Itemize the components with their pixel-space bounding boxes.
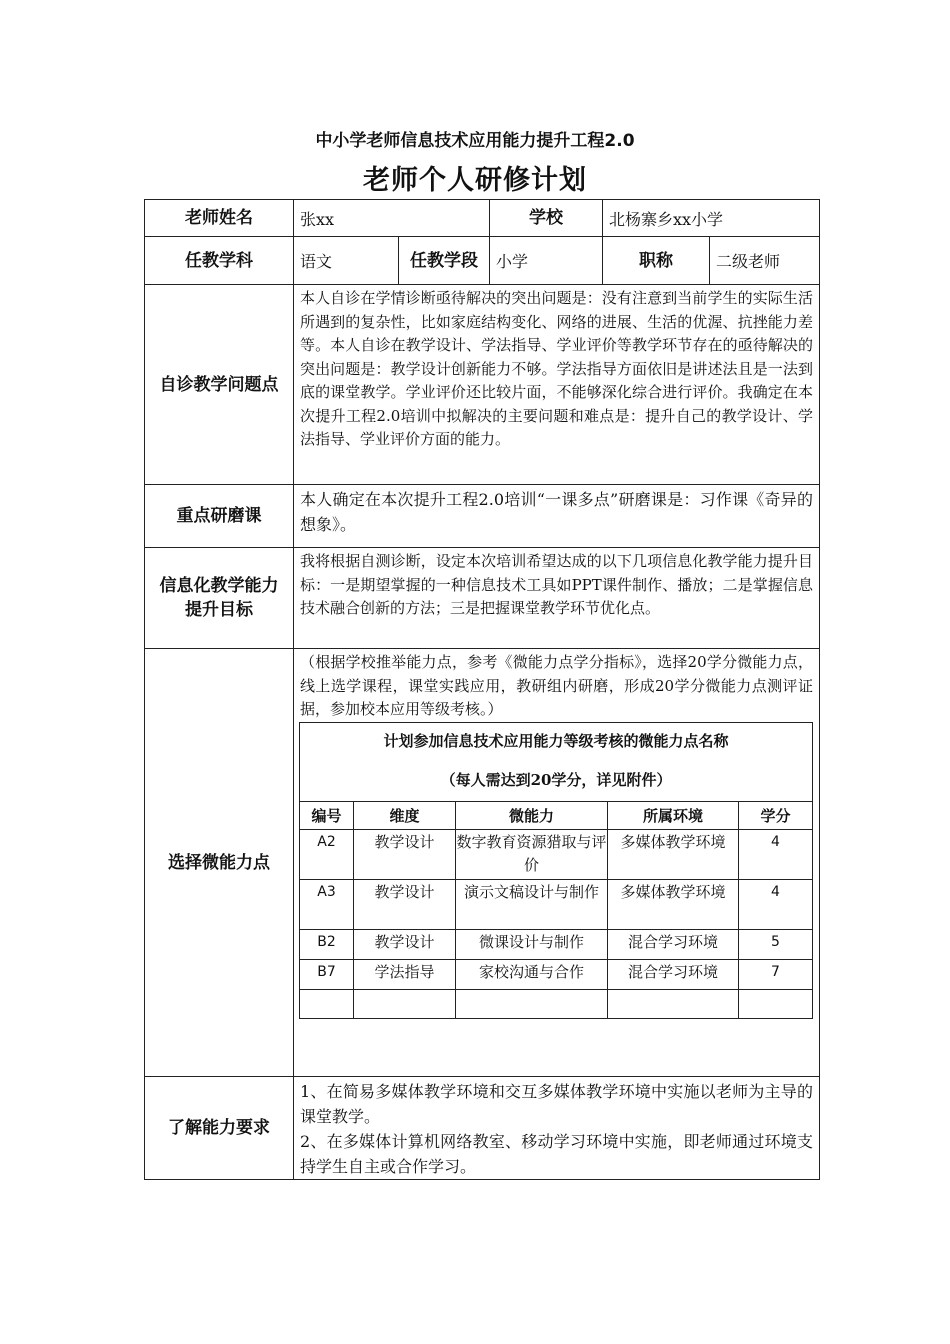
micro-table-title [300, 722, 813, 801]
micro-intro: （根据学校推举能力点，参考《微能力点学分指标》，选择20学分微能力点，线上选学课程，课堂实践应用，教研组内研磨，形成20学分微能力点测评证据，参加校本应用等级考核。） [300, 653, 813, 718]
diagnosis-text: 本人自诊在学情诊断亟待解决的突出问题是：没有注意到当前学生的实际生活所遇到的复杂性，比如家庭结构变化、网络的进展、生活的优渥、抗挫能力差等。本人自诊在教学设计、学法指导、学业评价等教学环节存在的亟待解决的突出问题是：教学设计创新能力不够。学法指导方面依旧是讲述法且是一法到底的课堂教学。学业评价还比较片面，不能够深化综合进行评价。我确定在本次提升工程2.0培训中拟解决的主要问题和难点是：提升自己的教学设计、学法指导、学业评价方面的能力。 [294, 285, 820, 485]
cell-credits [739, 989, 813, 1018]
table-row [300, 959, 813, 989]
cell-micro-ability [456, 989, 608, 1018]
row-goal [145, 548, 820, 649]
cell-code: B7 [300, 959, 354, 989]
goal-label-line1: 信息化教学能力 [159, 576, 279, 596]
goal-text: 我将根据自测诊断，设定本次培训希望达成的以下几项信息化教学能力提升目标：一是期望掌握的一种信息技术工具如PPT课件制作、播放；二是掌握信息技术融合创新的方法；三是把握课堂教学环节优化点。 [294, 548, 820, 649]
cell-environment: 混合学习环境 [608, 929, 739, 959]
cell-code: B2 [300, 929, 354, 959]
requirement-line-1: 1、在简易多媒体教学环境和交互多媒体教学环境中实施以老师为主导的课堂教学。 [300, 1082, 813, 1126]
subject-label: 任教学科 [145, 237, 294, 285]
table-row [300, 929, 813, 959]
micro-label: 选择微能力点 [145, 649, 294, 1077]
cell-dimension [354, 989, 456, 1018]
row-name-school [145, 200, 820, 237]
cell-dimension: 学法指导 [354, 959, 456, 989]
micro-table [299, 722, 813, 1019]
cell-code: A2 [300, 829, 354, 879]
cell-environment: 混合学习环境 [608, 959, 739, 989]
diagnosis-label: 自诊教学问题点 [145, 285, 294, 485]
plan-table [144, 199, 820, 1180]
table-row [300, 829, 813, 879]
stage-label: 任教学段 [399, 237, 490, 285]
cell-credits: 7 [739, 959, 813, 989]
requirement-label: 了解能力要求 [145, 1077, 294, 1180]
micro-table-header-row [300, 801, 813, 829]
cell-micro-ability: 微课设计与制作 [456, 929, 608, 959]
stage-value: 小学 [490, 237, 603, 285]
cell-environment: 多媒体教学环境 [608, 879, 739, 929]
cell-micro-ability: 数字教育资源猎取与评价 [456, 829, 608, 879]
micro-cell [294, 649, 820, 1077]
requirement-text [294, 1077, 820, 1180]
cell-code: A3 [300, 879, 354, 929]
cell-dimension: 教学设计 [354, 929, 456, 959]
cell-environment [608, 989, 739, 1018]
requirement-line-2: 2、在多媒体计算机网络教室、移动学习环境中实施，即老师通过环境支持学生自主或合作学习。 [300, 1132, 813, 1176]
document-subtitle: 中小学老师信息技术应用能力提升工程2.0 [315, 131, 635, 151]
job-title-label: 职称 [603, 237, 710, 285]
cell-micro-ability: 演示文稿设计与制作 [456, 879, 608, 929]
cell-micro-ability: 家校沟通与合作 [456, 959, 608, 989]
document-title: 老师个人研修计划 [363, 165, 587, 196]
row-diagnosis [145, 285, 820, 485]
header-environment: 所属环境 [608, 801, 739, 829]
cell-dimension: 教学设计 [354, 879, 456, 929]
header-code: 编号 [300, 801, 354, 829]
goal-label [145, 548, 294, 649]
job-title-value: 二级老师 [710, 237, 820, 285]
table-row [300, 989, 813, 1018]
header-dimension: 维度 [354, 801, 456, 829]
goal-label-line2: 提升目标 [185, 600, 253, 620]
cell-credits: 4 [739, 829, 813, 879]
cell-credits: 4 [739, 879, 813, 929]
lesson-label: 重点研磨课 [145, 485, 294, 548]
row-lesson [145, 485, 820, 548]
cell-credits: 5 [739, 929, 813, 959]
micro-table-title-text: 计划参加信息技术应用能力等级考核的微能力点名称 [383, 731, 729, 750]
header-micro-ability: 微能力 [456, 801, 608, 829]
teacher-name-label: 老师姓名 [145, 200, 294, 237]
row-subject-stage-title [145, 237, 820, 285]
cell-dimension: 教学设计 [354, 829, 456, 879]
row-micro [145, 649, 820, 1077]
lesson-text: 本人确定在本次提升工程2.0培训“一课多点”研磨课是：习作课《奇异的想象》。 [294, 485, 820, 548]
school-value: 北杨寨乡xx小学 [603, 200, 820, 237]
micro-table-title-row [300, 722, 813, 801]
micro-table-subtitle: （每人需达到20学分，详见附件） [440, 770, 672, 789]
cell-code [300, 989, 354, 1018]
teacher-name-value: 张xx [294, 200, 490, 237]
header-credits: 学分 [739, 801, 813, 829]
cell-environment: 多媒体教学环境 [608, 829, 739, 879]
school-label: 学校 [490, 200, 603, 237]
table-row [300, 879, 813, 929]
subject-value: 语文 [294, 237, 399, 285]
row-requirement [145, 1077, 820, 1180]
